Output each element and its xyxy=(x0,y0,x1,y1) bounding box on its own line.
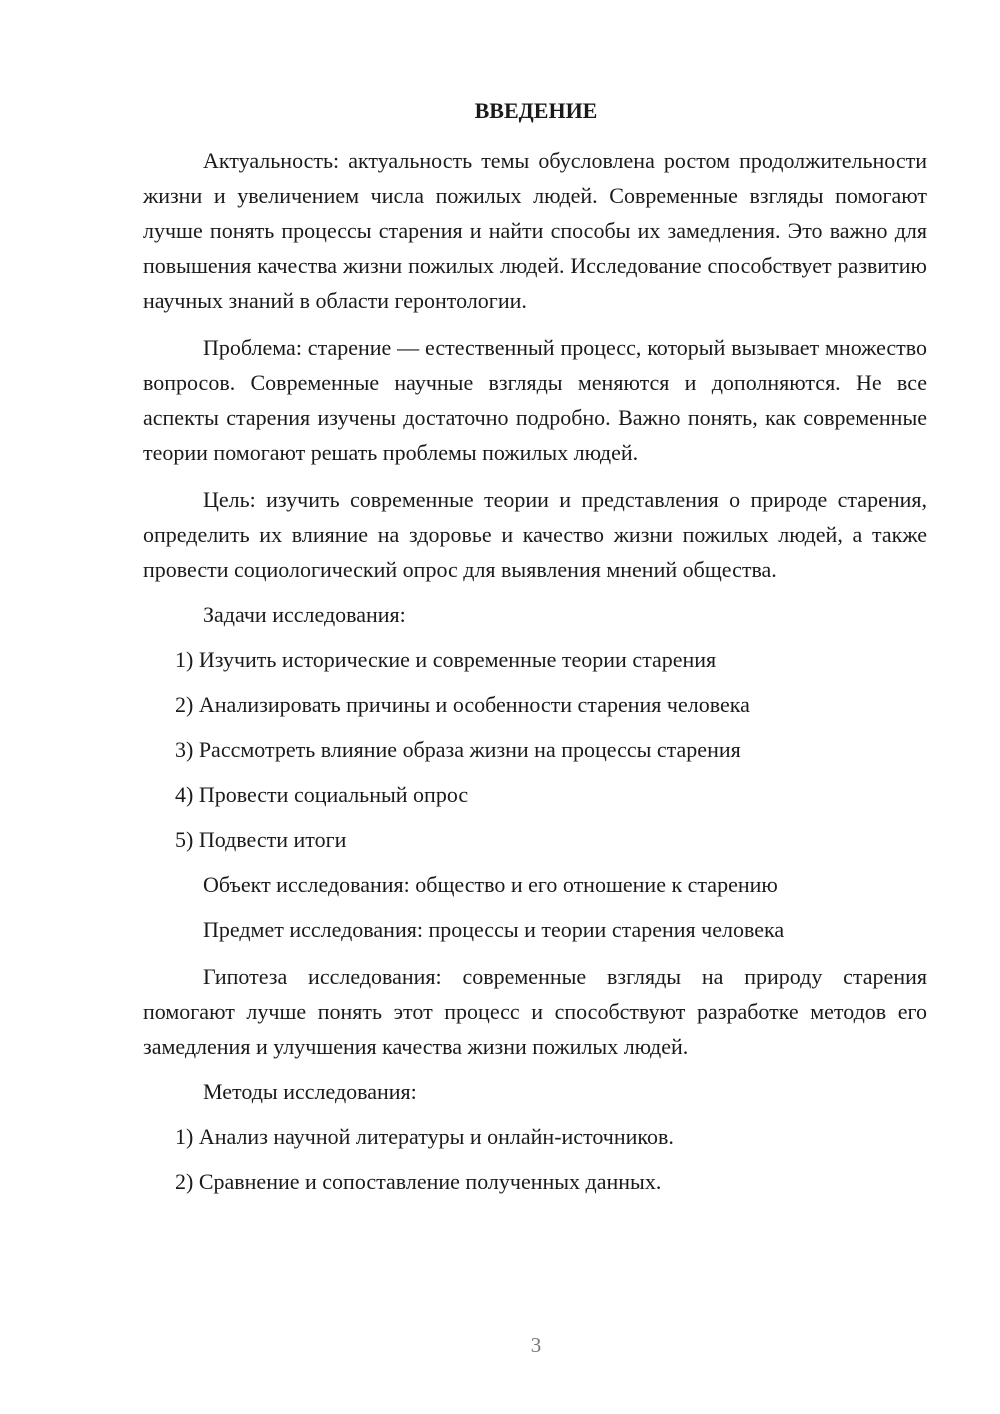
task-item: 2) Анализировать причины и особенности старения человека xyxy=(175,692,750,717)
hypothesis-paragraph: Гипотеза исследования: современные взгляды на природу старения помогают лучше понять этот процесс и способствуют разработке методов его замедления и улучшения качества жизни пожилых людей. xyxy=(143,964,927,1059)
page-title: ВВЕДЕНИЕ xyxy=(474,98,598,123)
task-item: 1) Изучить исторические и современные теории старения xyxy=(175,647,717,672)
subject-line: Предмет исследования: процессы и теории старения человека xyxy=(203,917,785,942)
problem-paragraph: Проблема: старение — естественный процесс, который вызывает множество вопросов. Современные научные взгляды меняются и дополняются. Не все аспекты старения изучены достаточно подробно. Важно понять, как современные теории помогают решать проблемы пожилых людей. xyxy=(143,335,927,465)
method-item: 2) Сравнение и сопоставление полученных данных. xyxy=(175,1169,662,1194)
methods-heading: Методы исследования: xyxy=(203,1079,417,1104)
object-line: Объект исследования: общество и его отношение к старению xyxy=(203,872,778,897)
page-number: 3 xyxy=(530,1333,542,1357)
goal-paragraph: Цель: изучить современные теории и представления о природе старения, определить их влияние на здоровье и качество жизни пожилых людей, а также провести социологический опрос для выявления мнений общества. xyxy=(143,487,927,582)
relevance-paragraph: Актуальность: актуальность темы обусловлена ростом продолжительности жизни и увеличением числа пожилых людей. Современные взгляды помогают лучше понять процессы старения и найти способы их замедления. Это важно для повышения качества жизни пожилых людей. Исследование способствует развитию научных знаний в области геронтологии. xyxy=(143,148,927,313)
task-item: 3) Рассмотреть влияние образа жизни на процессы старения xyxy=(175,737,741,762)
task-item: 4) Провести социальный опрос xyxy=(175,782,469,807)
task-item: 5) Подвести итоги xyxy=(175,827,347,852)
tasks-heading: Задачи исследования: xyxy=(203,602,406,627)
method-item: 1) Анализ научной литературы и онлайн-источников. xyxy=(175,1124,674,1149)
document-body xyxy=(143,143,927,1199)
